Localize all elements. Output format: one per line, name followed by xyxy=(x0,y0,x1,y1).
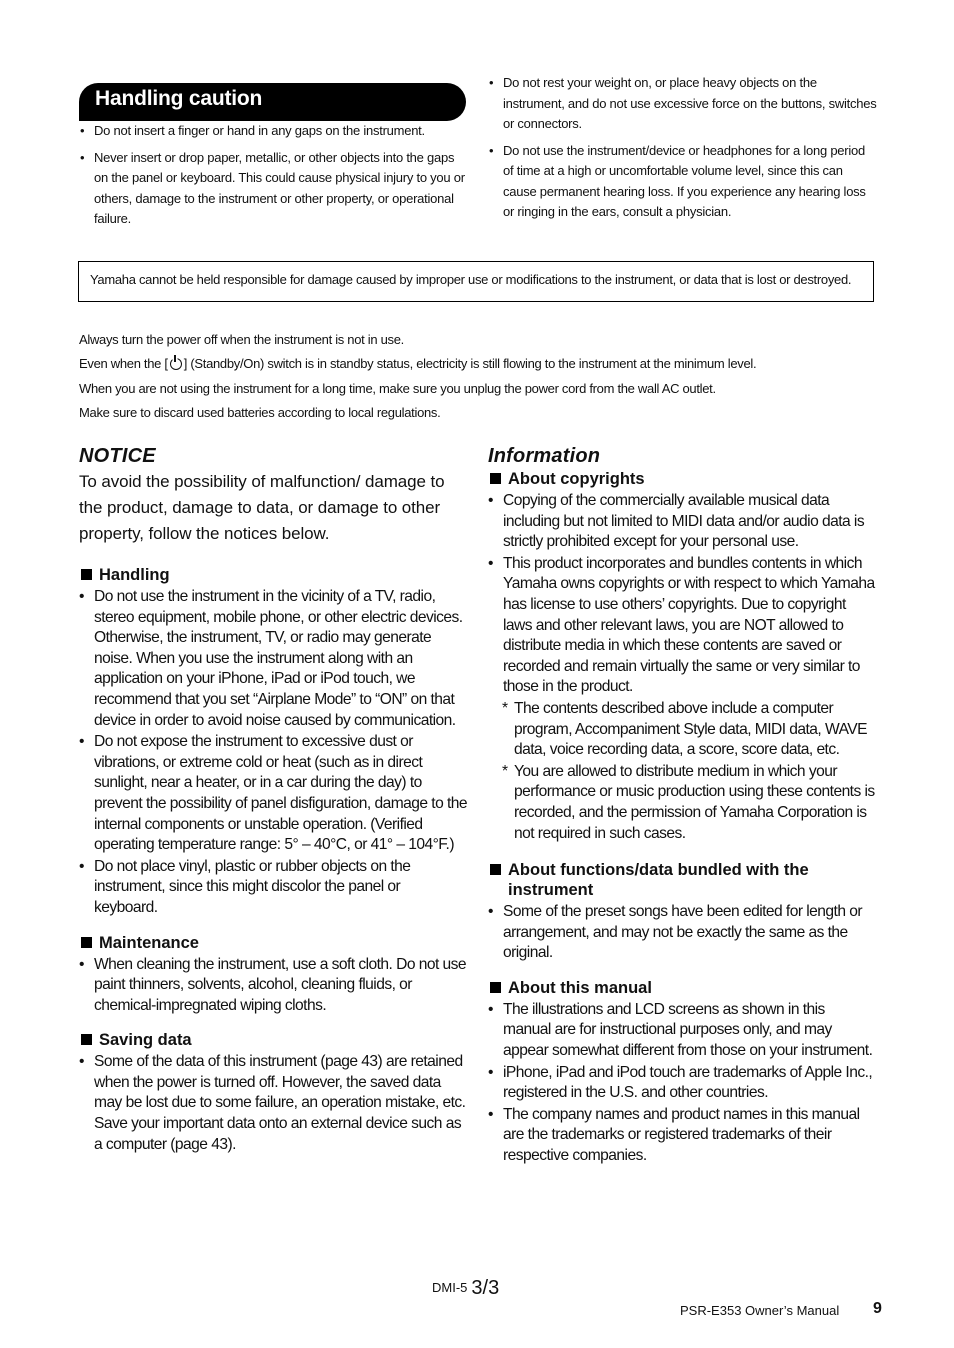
list-item: • Some of the preset songs have been edited for length or arrangement, and may not be exactly the same as the original. xyxy=(488,902,876,964)
information-column xyxy=(488,444,876,1168)
handling-heading xyxy=(79,565,467,585)
dmi-label xyxy=(432,1275,499,1298)
page-number: 9 xyxy=(873,1300,882,1317)
power-notes xyxy=(79,328,756,426)
manual-title: About this manual xyxy=(508,978,652,997)
standby-on-icon xyxy=(170,358,182,370)
square-bullet-icon xyxy=(490,473,501,484)
square-bullet-icon xyxy=(81,569,92,580)
power-note: When you are not using the instrument for a long time, make sure you unplug the power cord from the wall AC outlet. xyxy=(79,380,716,396)
list-item: • Do not use the instrument/device or headphones for a long period of time at a high or uncomfortable volume level, since this can cause permanent hearing loss. If you experience any hearing loss or ringing in the ears, consult a physician. xyxy=(488,141,878,223)
list-item: • iPhone, iPad and iPod touch are trademarks of Apple Inc., registered in the U.S. and other countries. xyxy=(488,1063,876,1104)
handling-caution-left-column xyxy=(79,121,467,236)
power-note: Make sure to discard used batteries according to local regulations. xyxy=(79,405,441,421)
saving-data-title: Saving data xyxy=(99,1031,192,1050)
square-bullet-icon xyxy=(490,982,501,993)
saving-data-heading xyxy=(79,1030,467,1050)
power-note: Always turn the power off when the instrument is not in use. xyxy=(79,332,404,347)
list-item: • Do not use the instrument in the vicinity of a TV, radio, stereo equipment, mobile phone, or other electric devices. Otherwise, the instrument, TV, or radio may generate noise. When you use the instrument along with an application on your iPhone, iPad or iPod touch, we recommend that you set “Airplane Mode” to “ON” on that device in order to avoid noise caused by communication. xyxy=(79,587,467,731)
dmi-page: 3/3 xyxy=(471,1277,500,1299)
maintenance-heading xyxy=(79,933,467,953)
notice-heading: NOTICE xyxy=(79,445,156,467)
list-item: • Do not rest your weight on, or place heavy objects on the instrument, and do not use excessive force on the buttons, switches or connectors. xyxy=(488,73,878,135)
handling-caution-right-column xyxy=(488,73,878,229)
list-item: • Do not insert a finger or hand in any gaps on the instrument. xyxy=(79,121,467,142)
functions-title: About functions/data bundled with the instrument xyxy=(508,861,809,900)
list-item: • Copying of the commercially available musical data including but not limited to MIDI data and/or audio data is strictly prohibited except for your personal use. xyxy=(488,491,876,553)
notice-column xyxy=(79,444,467,1156)
list-item: • Do not place vinyl, plastic or rubber objects on the instrument, since this might discolor the panel or keyboard. xyxy=(79,857,467,919)
square-bullet-icon xyxy=(81,937,92,948)
square-bullet-icon xyxy=(490,864,501,875)
dmi-code: DMI-5 xyxy=(432,1280,468,1295)
list-item: • Do not expose the instrument to excessive dust or vibrations, or extreme cold or heat (such as in direct sunlight, near a heater, or in a car during the day) to prevent the possibility of panel disfiguration, damage to the internal components or unstable operation. (Verified operating temperature range: 5° – 40°C, or 41° – 104°F.) xyxy=(79,732,467,856)
maintenance-title: Maintenance xyxy=(99,933,199,952)
power-note-text: ] (Standby/On) switch is in standby status, electricity is still flowing to the instrument at the minimum level. xyxy=(183,356,757,372)
copyrights-heading xyxy=(488,469,876,489)
list-item: • This product incorporates and bundles contents in which Yamaha owns copyrights or with respect to which Yamaha has license to use others’ copyrights. Due to copyright laws and other relevant laws, you are NOT allowed to distribute media in which these contents are saved or recorded and remain virtually the same or very similar to those in the product. xyxy=(488,554,876,698)
list-item: • Never insert or drop paper, metallic, or other objects into the gaps on the panel or keyboard. This could cause physical injury to you or others, damage to the instrument or other property, or operational failure. xyxy=(79,148,467,230)
power-note-text: Even when the [ xyxy=(79,356,168,372)
copyrights-title: About copyrights xyxy=(508,470,645,488)
square-bullet-icon xyxy=(81,1034,92,1045)
handling-title: Handling xyxy=(99,566,170,584)
list-item: • The illustrations and LCD screens as shown in this manual are for instructional purposes only, and may appear somewhat different from those on your instrument. xyxy=(488,1000,876,1062)
manual-title-footer: PSR-E353 Owner’s Manual xyxy=(680,1303,840,1318)
disclaimer-text: Yamaha cannot be held responsible for damage caused by improper use or modifications to the instrument, or data that is lost or destroyed. xyxy=(90,272,852,287)
list-item: • The company names and product names in this manual are the trademarks or registered trademarks of their respective companies. xyxy=(488,1105,876,1167)
notice-intro: To avoid the possibility of malfunction/ damage to the product, damage to data, or damage to other property, follow the notices below. xyxy=(79,472,445,543)
footnote: * The contents described above include a computer program, Accompaniment Style data, MIDI data, WAVE data, voice recording data, a score, score data, etc. xyxy=(488,699,876,761)
functions-heading xyxy=(488,860,876,900)
list-item: • When cleaning the instrument, use a soft cloth. Do not use paint thinners, solvents, alcohol, cleaning fluids, or chemical-impregnated wiping cloths. xyxy=(79,955,467,1017)
list-item: • Some of the data of this instrument (page 43) are retained when the power is turned off. However, the saved data may be lost due to some failure, an operation mistake, etc. Save your important data onto an external device such as a computer (page 43). xyxy=(79,1052,467,1155)
manual-heading xyxy=(488,978,876,998)
information-heading: Information xyxy=(488,445,601,467)
footnote: * You are allowed to distribute medium in which your performance or music production using these contents is recorded, and the permission of Yamaha Corporation is not required in such cases. xyxy=(488,762,876,844)
power-note xyxy=(79,352,756,376)
handling-caution-title: Handling caution xyxy=(95,87,263,110)
